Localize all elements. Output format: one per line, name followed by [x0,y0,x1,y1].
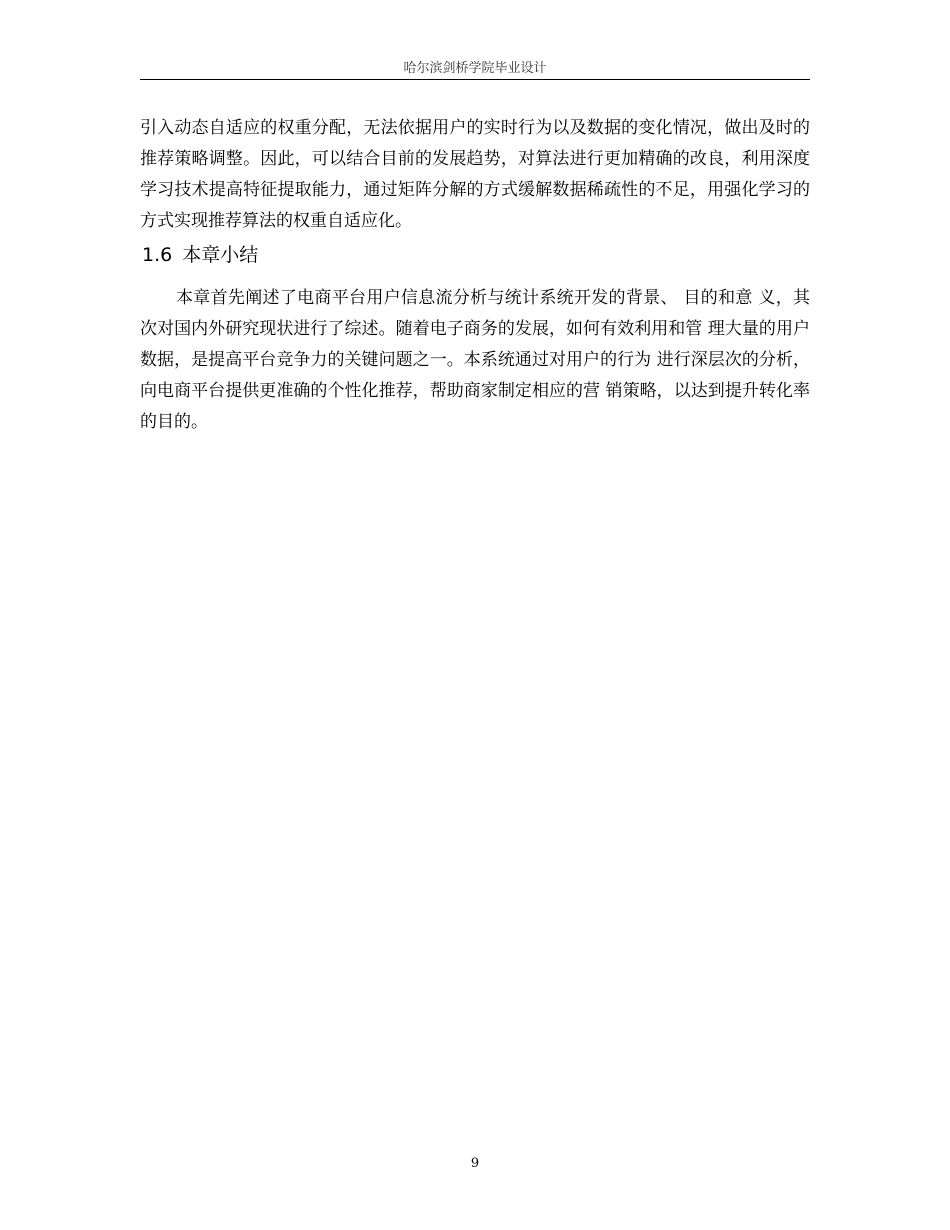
header-rule [140,79,810,80]
summary-paragraph: 本章首先阐述了电商平台用户信息流分析与统计系统开发的背景、 目的和意 义，其次对国内外研究现状进行了综述。随着电子商务的发展，如何有效利用和管 理大量的用户数据，是提高平台竞争力的关键问题之一。本系统通过对用户的行为 进行深层次的分析，向电商平台提供更准确的个性化推荐，帮助商家制定相应的营 销策略，以达到提升转化率的目的。 [140,288,810,432]
page-number: 9 [470,1156,480,1171]
section-title: 本章小结 [182,244,259,266]
running-header: 哈尔滨剑桥学院毕业设计 [403,61,547,76]
body-paragraph: 引入动态自适应的权重分配，无法依据用户的实时行为以及数据的变化情况，做出及时的推荐策略调整。因此，可以结合目前的发展趋势，对算法进行更加精确的改良，利用深度学习技术提高特征提取能力，通过矩阵分解的方式缓解数据稀疏性的不足，用强化学习的方式实现推荐算法的权重自适应化。 [140,118,810,231]
section-heading [142,240,258,270]
section-number: 1.6 [142,244,173,266]
